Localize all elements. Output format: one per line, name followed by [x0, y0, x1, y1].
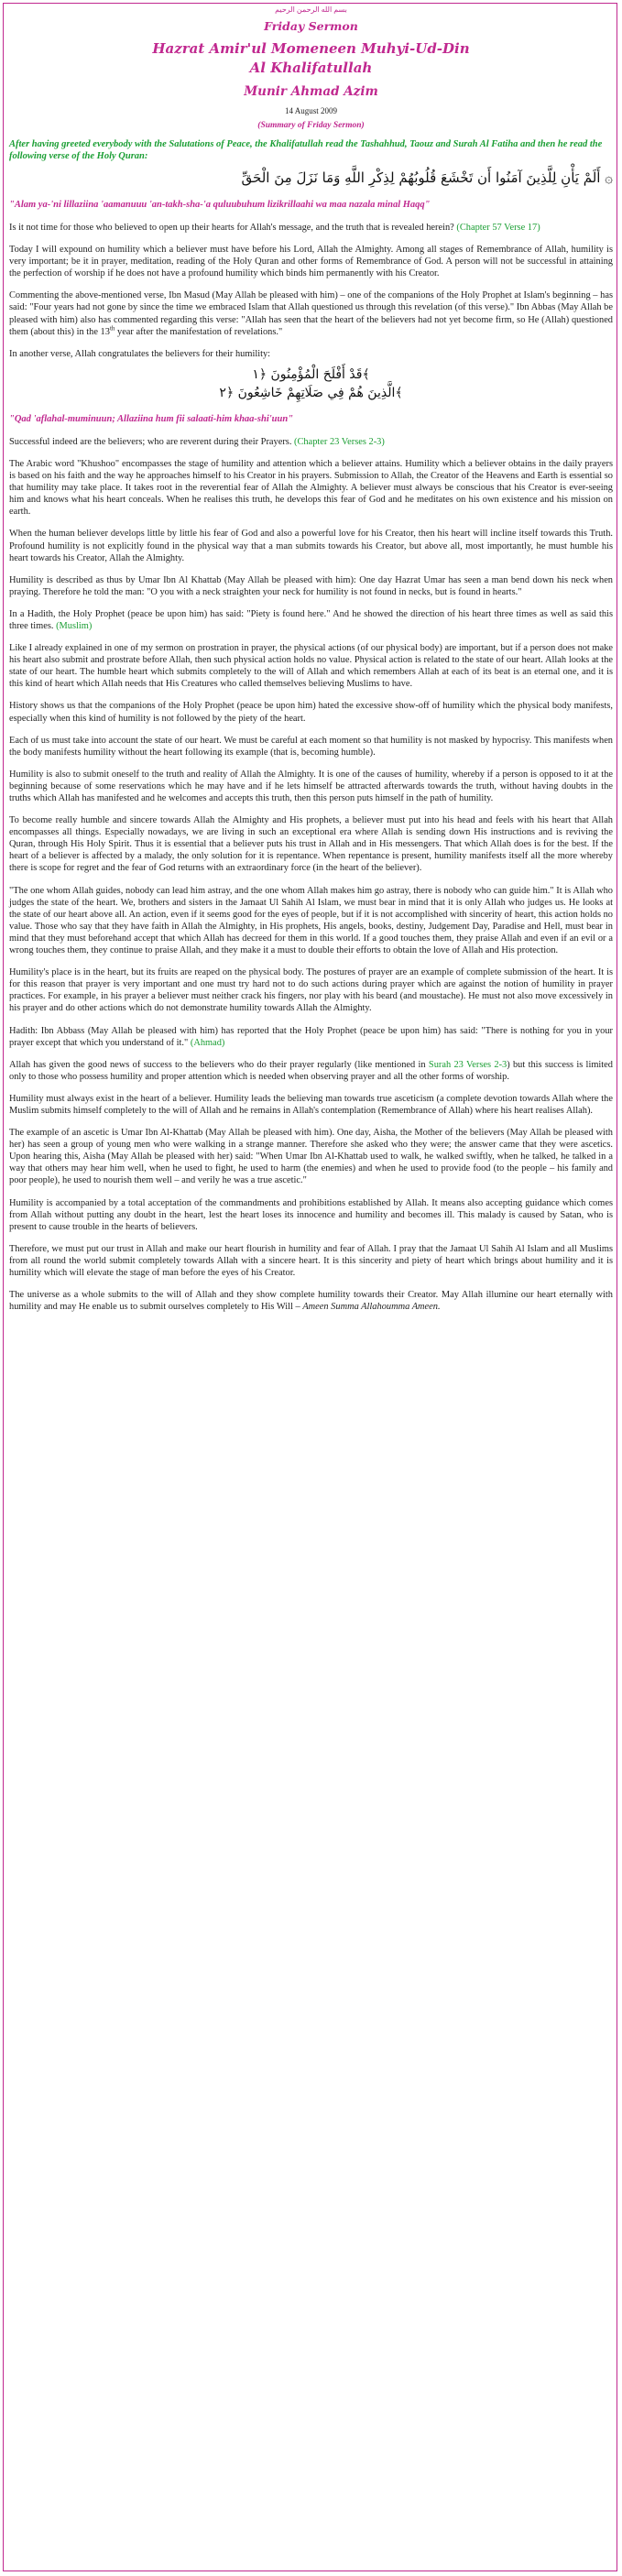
paragraph-2: Today I will expound on humility which a believer must have before his Lord, Allah the Almighty. Among all stages of Remembrance of Allah, humility is very important; be it in prayer, meditation, reading of the Holy Quran and other forms of Remembrance of God. A person will not be successful in attaining the perfection of worship if he does not have a profound humility which binds him permanently with his Creator. — [9, 245, 613, 279]
subtitle-line-1: Hazrat Amir'ul Momeneen Muhyi-Ud-Din — [152, 40, 470, 57]
paragraph-5-text: Successful indeed are the believers; who are reverent during their Prayers. — [9, 436, 292, 447]
paragraph-1-text: Is it not time for those who believed to open up their hearts for Allah's message, and the truth that is revealed herein? — [9, 223, 454, 233]
closing-prayer: Ameen Summa Allahoumma Ameen. — [302, 1302, 441, 1313]
paragraph-11: History shows us that the companions of the Holy Prophet (peace be upon him) hated the excessive show-off of humility which the physical body manifests, especially when this kind of humility is not followed by the piety of the heart. — [9, 701, 613, 724]
verse-2-line-1: قَدْ أَفْلَحَ الْمُؤْمِنُونَ ﴿١﴾ — [252, 366, 370, 382]
verse-2-line-2: الَّذِينَ هُمْ فِي صَلَاتِهِمْ خَاشِعُونَ ﴿٢﴾ — [219, 385, 403, 400]
paragraph-6: The Arabic word "Khushoo" encompasses the stage of humility and attention which a believer attains. Humility which a believer obtains in the daily prayers is based on his faith and the way he approaches himself to his Creator in his prayers. Submission to Allah, the Creator of the Heavens and Earth is essential so that humility may take place. It takes root in the reverential fear of Allah the Almighty. A believer must always be conscious that his Creator is ever-seeing him and knows what his heart conceals. When he realises this truth, he develops this fear of God and he meditates on his own existence and his mission on earth. — [9, 458, 613, 518]
paragraph-10: Like I already explained in one of my sermon on prostration in prayer, the physical actions (of our physical body) are important, but if a person does not make his heart also submit and prostrate before Allah, then such physical action holds no value. Physical action is related to the state of our heart. Allah looks at the state of our heart. The humble heart which submits completely to the will of Allah and which remembers Allah at each of its beat is an eternal one, and it is this kind of heart which Allah needs that His Creatures who called themselves believing Muslims to have. — [9, 643, 613, 690]
verse-1-arabic: ۞ أَلَمْ يَأْنِ لِلَّذِينَ آمَنُوا أَن تَخْشَعَ قُلُوبُهُمْ لِذِكْرِ اللَّهِ وَمَا نَزَلَ مِنَ الْحَقِّ — [241, 169, 613, 186]
paragraph-9 — [9, 608, 613, 632]
paragraph-18 — [9, 1059, 613, 1083]
verse-reference-link[interactable]: (Chapter 23 Verses 2-3) — [294, 436, 385, 447]
paragraph-18-text-a: Allah has given the good news of success to the believers who do their prayer regularly (like mentioned in — [9, 1059, 429, 1070]
hadith-reference-link[interactable]: (Ahmad) — [190, 1037, 225, 1048]
paragraph-8: Humility is described as thus by Umar Ibn Al Khattab (May Allah be pleased with him): One day Hazrat Umar has seen a man bend down his neck when praying. Therefore he told the man: "O you with a neck straighten your neck for humility is not found in necks, but is found in hearts." — [9, 574, 613, 597]
hadith-reference-link[interactable]: (Muslim) — [56, 620, 93, 631]
verse-reference-link[interactable]: Surah 23 Verses 2-3 — [428, 1059, 507, 1070]
verse-2-transliteration: "Qad 'aflahal-muminuun; Allaziina hum fii salaati-him khaa-shi'uun" — [9, 413, 294, 424]
paragraph-22: Therefore, we must put our trust in Allah and make our heart flourish in humility and fear of Allah. I pray that the Jamaat Ul Sahih Al Islam and all Muslims from all round the world submit completely towards Allah with a sincere heart. It is this sincerity and piety of heart which brings about humility and it is humility which will elevate the stage of man before the eyes of his Creator. — [9, 1243, 613, 1278]
bismillah-heading: بسم الله الرحمن الرحيم — [275, 5, 347, 14]
verse-2-arabic — [9, 366, 613, 402]
paragraph-3-text-b: year after the manifestation of revelations." — [115, 326, 283, 337]
paragraph-21: Humility is accompanied by a total acceptation of the commandments and prohibitions established by Allah. It means also accepting guidance which comes from Allah without putting any doubt in the heart, lest the heart loses its innocence and humility and becomes ill. This malady is caused by Satan, who is present to cause trouble in the hearts of believers. — [9, 1197, 613, 1232]
paragraph-1 — [9, 222, 613, 234]
author-name: Munir Ahmad Azim — [244, 84, 378, 99]
paragraph-7: When the human believer develops little by little his fear of God and also a powerful love for his Creator, then his heart will incline itself towards this Truth. Profound humility is not explicitly found in the physical way that a man submits towards his Creator, but above all, most importantly, he must humble his heart towards his Creator, Allah the Almighty. — [9, 529, 613, 563]
paragraph-12: Each of us must take into account the state of our heart. We must be careful at each moment so that humility is not masked by hypocrisy. This manifests when the body manifests humility without the heart following its example (that is, becoming humble). — [9, 735, 613, 758]
paragraph-3 — [9, 289, 613, 337]
paragraph-17 — [9, 1025, 613, 1049]
intro-paragraph: After having greeted everybody with the Salutations of Peace, the Khalifatullah read the Tashahhud, Taouz and Surah Al Fatiha and then he read the following verse of the Holy Quran: — [9, 139, 603, 161]
paragraph-3-text-a: Commenting the above-mentioned verse, Ibn Masud (May Allah be pleased with him) – one of the companions of the Holy Prophet at Islam's beginning – has said: "Four years had not gone by since the time we embraced Islam that Allah questioned us through this revelation (of this verse)." Ibn Abbas (May Allah be pleased with him) also has commented regarding this verse: "Allah has seen that the heart of the believers had not yet become firm, so He (Allah) questioned them (about this) in the 13 — [9, 290, 613, 337]
paragraph-20: The example of an ascetic is Umar Ibn Al-Khattab (May Allah be pleased with him). One day, Aisha, the Mother of the believers (May Allah be pleased with her) has seen a group of young men who were walking in a strange manner. Therefore she asked who they were; the answer came that they were ascetics. Upon hearing this, Aisha (May Allah be pleased with her) said: "When Umar Ibn Al-Khattab used to walk, he walked swiftly, when he talked, he talked in a way that others may hear him well, when he used to fight, he used to harm (the enemies) and when he used to provide food (to the people – his family and poor people), he used to nourish them well – and verily he was a true ascetic." — [9, 1128, 613, 1186]
superscript: th — [109, 324, 115, 333]
paragraph-23 — [9, 1289, 613, 1313]
summary-label: (Summary of Friday Sermon) — [257, 121, 365, 130]
paragraph-23-text: The universe as a whole submits to the will of Allah and they show complete humility towards their Creator. May Allah illumine our heart eternally with humility and may He enable us to submit ourselves completely to His Will – — [9, 1290, 613, 1313]
verse-reference-link[interactable]: (Chapter 57 Verse 17) — [456, 223, 540, 233]
paragraph-18-text-b: ) but this success is limited only to those who possess humility and proper attention which is needed when observing prayer and all the other forms of worship. — [9, 1059, 613, 1082]
paragraph-4: In another verse, Allah congratulates the believers for their humility: — [9, 348, 271, 359]
paragraph-19: Humility must always exist in the heart of a believer. Humility leads the believing man towards true asceticism (a complete devotion towards Allah where the Muslim submits himself completely to the will of Allah and he remains in Allah's contemplation (Remembrance of Allah) where his heart realises Allah). — [9, 1093, 613, 1116]
paragraph-15: "The one whom Allah guides, nobody can lead him astray, and the one whom Allah makes him go astray, there is nobody who can guide him." It is Allah who judges the state of the heart. We, brothers and sisters in the Jamaat Ul Sahih Al Islam, we must bear in mind that it is only Allah who judges us. He looks at the state of our heart above all. An action, even if it seems good for the eyes of people, but if it is not accomplished with sincerity of heart, this action holds no value. Those who say that they have faith in Allah the Almighty, in His prophets, His angels, books, destiny, Judgement Day, Paradise and Hell, must bear in mind that they must beforehand accept that which Allah has decreed for them in this world. If a good touches them, they praise Allah and even if an evil or a wrong touches them, they continue to praise Allah, and they make it a must to double their efforts to obtain the love of Allah and His protection. — [9, 885, 613, 956]
paragraph-16: Humility's place is in the heart, but its fruits are reaped on the physical body. The postures of prayer are an example of complete submission of the heart. It is for this reason that prayer is very important and one must try hard not to do such actions during prayer which are against the notion of humility in prayer practices. For example, in his prayer a believer must neither crack his fingers, nor play with his beard (and moustache). He must not also move excessively in his prayer and do other actions which do not demonstrate humility towards Allah the Almighty. — [9, 967, 613, 1014]
page-title: Friday Sermon — [264, 19, 358, 33]
verse-1-transliteration: "Alam ya-'ni lillaziina 'aamanuuu 'an-takh-sha-'a quluubuhum lizikrillaahi wa maa nazala minal Haqq" — [9, 200, 431, 210]
paragraph-5 — [9, 436, 613, 448]
paragraph-17-text: Hadith: Ibn Abbass (May Allah be pleased with him) has reported that the Holy Prophet (peace be upon him) has said: "There is nothing for you in your prayer except that which you understand of it." — [9, 1025, 613, 1048]
paragraph-9-text: In a Hadith, the Holy Prophet (peace be upon him) has said: "Piety is found here." And he showed the direction of his heart three times as well as said this three times. — [9, 608, 613, 631]
paragraph-13: Humility is also to submit oneself to the truth and reality of Allah the Almighty. It is one of the causes of humility, whereby if a person is opposed to it at the beginning because of some reservations which he may have and if he lets himself be attracted afterwards towards the truth, without having doubts in the truths which Allah has manifested and he welcomes and accepts this truth, then this person puts himself in the path of humility. — [9, 769, 613, 803]
paragraph-14: To become really humble and sincere towards Allah the Almighty and His prophets, a believer must put into his head and feels with his heart that Allah encompasses all things. Especially nowadays, we are living in such an exceptional era where Allah is sending down His instructions and is reviving the Quran, through His Holy Spirit. Thus it is essential that a believer puts his trust in Allah and in His messengers. That which Allah does is for the best. If the heart of a believer is affected by a malady, the only solution for it is repentance. When repentance is present, humility manifests itself all the more whereby there is scope for regret and the fear of God returns with an extraordinary force (in the heart of the believer). — [9, 815, 613, 874]
sermon-date: 14 August 2009 — [284, 106, 337, 115]
sermon-document — [9, 5, 613, 1313]
subtitle-line-2: Al Khalifatullah — [249, 60, 373, 76]
